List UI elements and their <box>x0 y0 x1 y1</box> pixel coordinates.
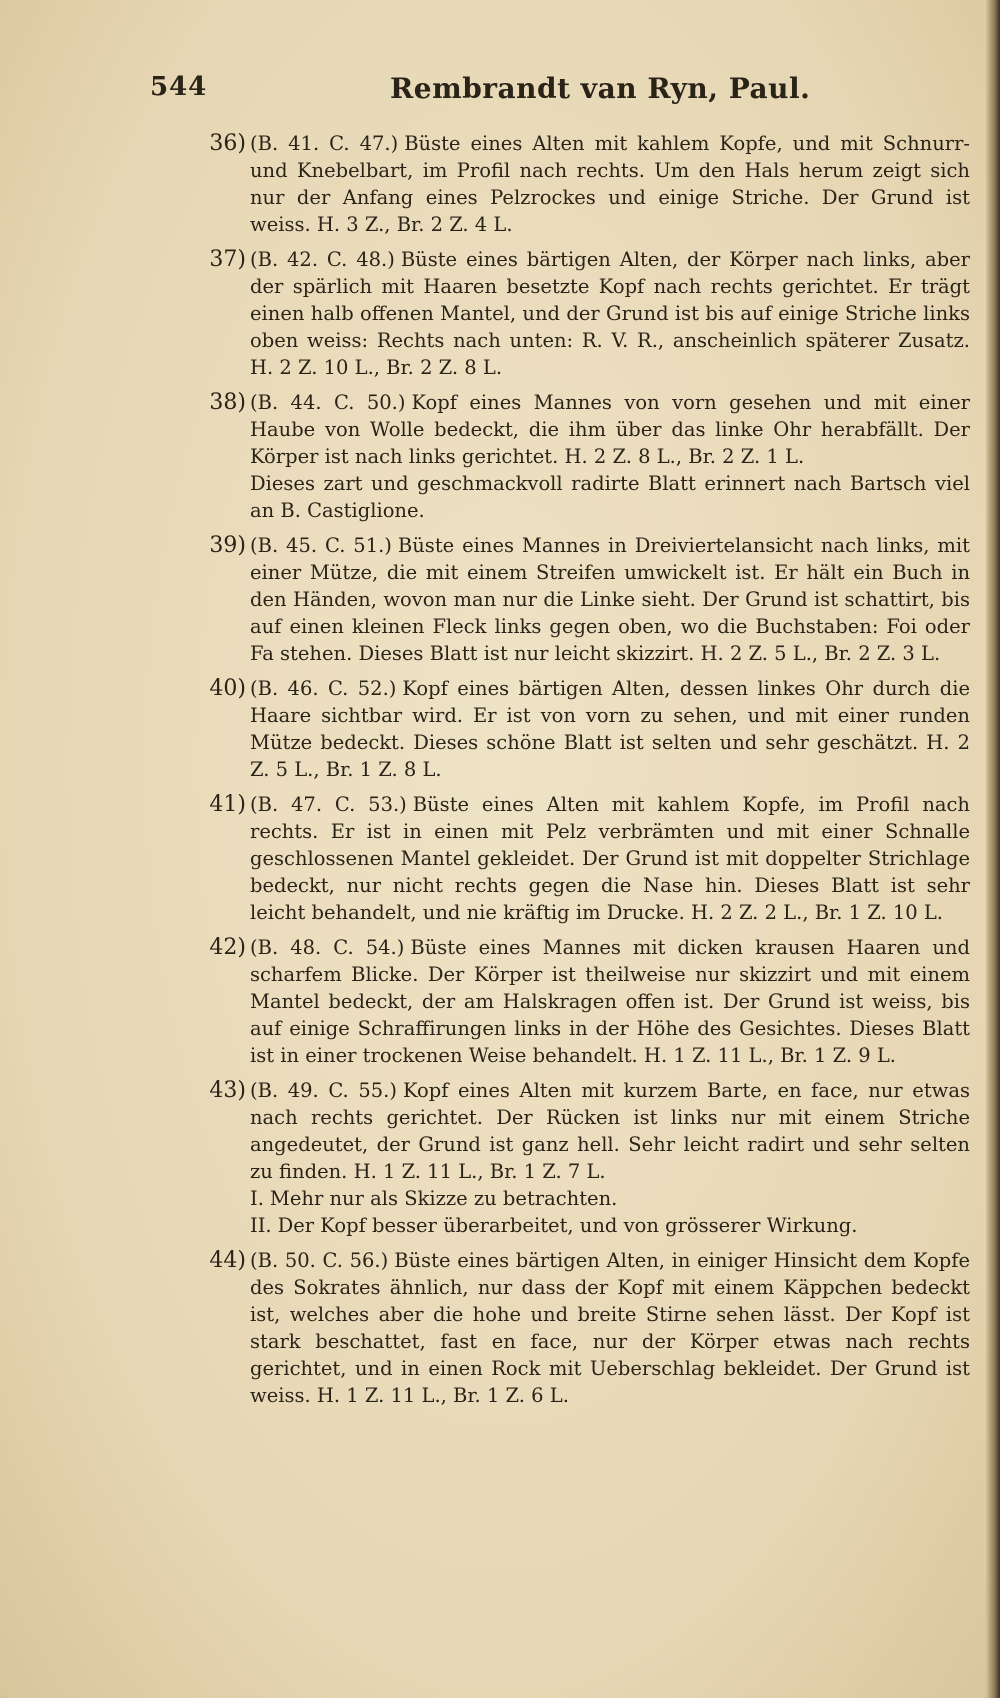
entry-number: 39) <box>209 533 246 558</box>
page-number: 544 <box>150 72 208 102</box>
entry-body <box>250 675 970 783</box>
variant-label: I. <box>250 1187 264 1210</box>
entry-description: Büste eines Alten mit kahlem Kopfe, im Profil nach rechts. Er ist in einen mit Pelz verbrämten und mit einer Schnalle geschlossenen Mantel gekleidet. Der Grund ist mit doppelter Strichlage bedeckt, nur nicht rechts gegen die Nase hin. Dieses Blatt ist sehr leicht behandelt, und nie kräftig im Drucke. H. 2 Z. 2 L., Br. 1 Z. 10 L. <box>250 793 970 924</box>
entry-number: 40) <box>209 676 246 701</box>
state-variant <box>150 1212 970 1239</box>
entry-description: Kopf eines Mannes von vorn gesehen und mit einer Haube von Wolle bedeckt, die ihm über das linke Ohr herabfällt. Der Körper ist nach links gerichtet. H. 2 Z. 8 L., Br. 2 Z. 1 L. <box>250 391 970 468</box>
entry-number: 43) <box>209 1078 246 1103</box>
entry-reference: (B. 42. C. 48.) <box>250 248 395 271</box>
catalogue-entry <box>150 532 970 667</box>
entry-reference: (B. 47. C. 53.) <box>250 793 407 816</box>
catalogue-entry <box>150 389 970 470</box>
entry-body <box>250 246 970 381</box>
entry-number: 44) <box>209 1248 246 1273</box>
book-spine-shadow <box>986 0 1000 1698</box>
variant-text: Der Kopf besser überarbeitet, und von grösserer Wirkung. <box>277 1214 858 1237</box>
entry-reference: (B. 44. C. 50.) <box>250 391 406 414</box>
entry-reference: (B. 49. C. 55.) <box>250 1079 397 1102</box>
entry-body <box>250 791 970 926</box>
catalogue-entry <box>150 1077 970 1185</box>
entry-reference: (B. 41. C. 47.) <box>250 132 399 155</box>
entry-description: Büste eines bärtigen Alten, der Körper nach links, aber der spärlich mit Haaren besetzte Kopf nach rechts gerichtet. Er trägt einen halb offenen Mantel, und der Grund ist bis auf einige Striche links oben weiss: Rechts nach unten: R. V. R., anscheinlich späterer Zusatz. H. 2 Z. 10 L., Br. 2 Z. 8 L. <box>250 248 970 379</box>
entry-description: Büste eines Mannes in Dreiviertelansicht nach links, mit einer Mütze, die mit einem Streifen umwickelt ist. Er hält ein Buch in den Händen, wovon man nur die Linke sieht. Der Grund ist schattirt, bis auf einen kleinen Fleck links gegen oben, wo die Buchstaben: Foi oder Fa stehen. Dieses Blatt ist nur leicht skizzirt. H. 2 Z. 5 L., Br. 2 Z. 3 L. <box>250 534 970 665</box>
entry-description: Kopf eines bärtigen Alten, dessen linkes Ohr durch die Haare sichtbar wird. Er ist von vorn zu sehen, und mit einer runden Mütze bedeckt. Dieses schöne Blatt ist selten und sehr geschätzt. H. 2 Z. 5 L., Br. 1 Z. 8 L. <box>250 677 970 781</box>
entry-description: Büste eines Mannes mit dicken krausen Haaren und scharfem Blicke. Der Körper ist theilweise nur skizzirt und mit einem Mantel bedeckt, der am Halskragen offen ist. Der Grund ist weiss, bis auf einige Schraffirungen links in der Höhe des Gesichtes. Dieses Blatt ist in einer trockenen Weise behandelt. H. 1 Z. 11 L., Br. 1 Z. 9 L. <box>250 936 970 1067</box>
entry-description: Büste eines Alten mit kahlem Kopfe, und mit Schnurr- und Knebelbart, im Profil nach rechts. Um den Hals herum zeigt sich nur der Anfang eines Pelzrockes und einige Striche. Der Grund ist weiss. H. 3 Z., Br. 2 Z. 4 L. <box>250 132 970 236</box>
entry-number: 42) <box>209 935 246 960</box>
catalogue-entry <box>150 791 970 926</box>
entry-number: 37) <box>209 247 246 272</box>
entry-number: 41) <box>209 792 246 817</box>
entry-note: Dieses zart und geschmackvoll radirte Blatt erinnert nach Bartsch viel an B. Castiglione. <box>250 472 970 522</box>
variant-text: Mehr nur als Skizze zu betrachten. <box>269 1187 618 1210</box>
catalogue-entry <box>150 246 970 381</box>
entry-body <box>250 532 970 667</box>
entry-body <box>250 1077 970 1185</box>
entry-number: 36) <box>209 131 246 156</box>
catalogue-entry <box>150 934 970 1069</box>
entry-body <box>250 1247 970 1409</box>
entry-reference: (B. 48. C. 54.) <box>250 936 405 959</box>
catalogue-entry <box>150 675 970 783</box>
state-variant <box>150 1185 970 1212</box>
running-title: Rembrandt van Ryn, Paul. <box>390 72 811 105</box>
catalogue-entry <box>150 130 970 238</box>
entry-reference: (B. 50. C. 56.) <box>250 1249 389 1272</box>
entry-body <box>250 389 970 470</box>
entry-description: Büste eines bärtigen Alten, in einiger Hinsicht dem Kopfe des Sokrates ähnlich, nur dass der Kopf mit einem Käppchen bedeckt ist, welches aber die hohe und breite Stirne sehen lässt. Der Kopf ist stark beschattet, fast en face, nur der Körper etwas nach rechts gerichtet, und in einen Rock mit Ueberschlag bekleidet. Der Grund ist weiss. H. 1 Z. 11 L., Br. 1 Z. 6 L. <box>250 1249 971 1407</box>
entry-body <box>250 934 970 1069</box>
catalogue-entry <box>150 1247 970 1409</box>
catalogue-entries <box>150 130 970 1417</box>
entry-reference: (B. 45. C. 51.) <box>250 534 392 557</box>
entry-description: Kopf eines Alten mit kurzem Barte, en face, nur etwas nach rechts gerichtet. Der Rücken ist links nur mit einem Striche angedeutet, der Grund ist ganz hell. Sehr leicht radirt und sehr selten zu finden. H. 1 Z. 11 L., Br. 1 Z. 7 L. <box>250 1079 970 1183</box>
entry-reference: (B. 46. C. 52.) <box>250 677 397 700</box>
variant-label: II. <box>250 1214 272 1237</box>
entry-body <box>250 130 970 238</box>
entry-number: 38) <box>209 390 246 415</box>
page-header <box>150 72 950 118</box>
